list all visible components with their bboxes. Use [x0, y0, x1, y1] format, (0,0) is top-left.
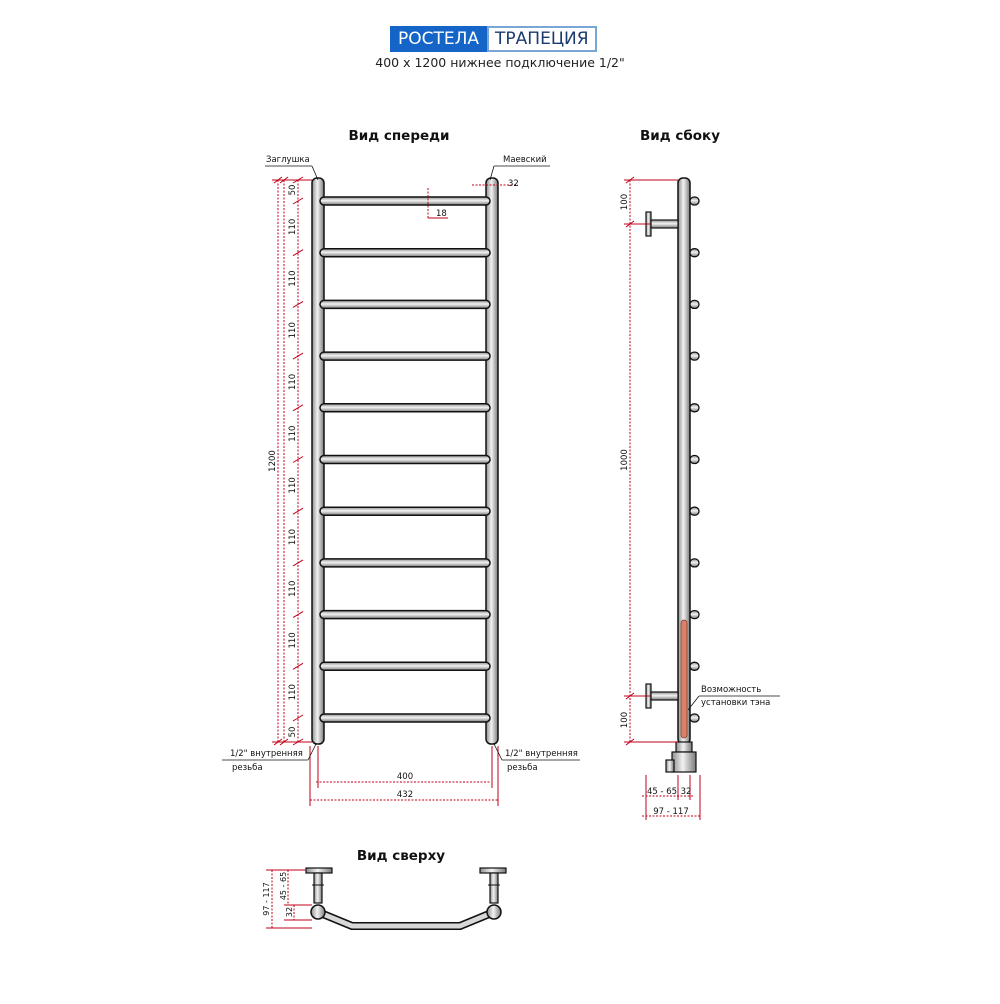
front-dimensions [272, 180, 518, 806]
dim-rung-pitch: 110 [288, 528, 298, 546]
dim-rung-pitch: 110 [288, 580, 298, 597]
rung-end [690, 404, 699, 412]
rung-end [690, 249, 699, 257]
rung-end [690, 507, 699, 515]
label-thread-right-1: 1/2" внутренняя [505, 749, 578, 759]
subtitle: 400 х 1200 нижнее подключение 1/2" [375, 55, 625, 70]
dim-rung-pitch: 110 [288, 684, 298, 701]
side-view [646, 178, 699, 772]
rung [320, 714, 490, 722]
rung [320, 559, 490, 567]
dim-wall-pipe: 32 [680, 787, 692, 797]
rung [320, 611, 490, 619]
front-view [312, 178, 498, 744]
rung-end [690, 714, 699, 722]
dim-mount-bottom: 100 [620, 711, 630, 729]
heater-element [681, 620, 687, 738]
rung-end [690, 352, 699, 360]
rung-end [690, 300, 699, 308]
dim-top-offset: 50 [288, 184, 298, 196]
rung [320, 352, 490, 360]
rungs [320, 197, 490, 722]
heater-callout [688, 685, 780, 710]
rung [320, 662, 490, 670]
rung-end [690, 662, 699, 670]
bottom-fitting [666, 742, 696, 772]
dim-bottom-offset: 50 [288, 726, 298, 738]
side-rung-ends [690, 197, 699, 722]
label-thread-left-2: резьба [232, 763, 263, 773]
top-dimension-labels [262, 872, 294, 917]
rung [320, 300, 490, 308]
rung-end [690, 456, 699, 464]
dim-rung-diameter: 18 [436, 209, 447, 219]
label-air-valve: Маевский [503, 155, 547, 165]
top-right-plate [480, 868, 506, 873]
rung [320, 197, 490, 205]
upper-bracket [646, 212, 678, 236]
dim-wall-gap: 45 - 65 [646, 787, 678, 797]
label-plug: Заглушка [266, 155, 310, 165]
rung-end [690, 611, 699, 619]
rung-end [690, 197, 699, 205]
dim-top-gap: 45 - 65 [279, 871, 288, 901]
dim-axis-width: 400 [396, 772, 414, 782]
label-heater-1: Возможность [701, 685, 762, 695]
header [390, 26, 597, 52]
rung-end [690, 559, 699, 567]
dim-mount-top: 100 [620, 193, 630, 211]
side-view-title: Вид сбоку [639, 128, 721, 144]
dim-total-width: 432 [396, 790, 414, 800]
top-right-pipe [487, 905, 501, 919]
top-left-stem [314, 873, 322, 903]
label-heater-2: установки тэна [701, 698, 771, 708]
label-thread-left-1: 1/2" внутренняя [230, 749, 303, 759]
dim-rung-pitch: 110 [288, 425, 298, 442]
rung [320, 507, 490, 515]
dim-depth: 97 - 117 [653, 807, 689, 817]
dim-top-pipe: 32 [285, 906, 294, 918]
pitch-labels [288, 219, 298, 701]
rung [320, 249, 490, 257]
dimension-tick [293, 353, 303, 359]
top-left-pipe [311, 905, 325, 919]
rung [320, 404, 490, 412]
brand-label: РОСТЕЛА [390, 26, 487, 52]
dim-rung-pitch: 110 [288, 218, 298, 235]
top-view [306, 868, 506, 926]
label-thread-right-2: резьба [507, 763, 538, 773]
lower-bracket [646, 684, 678, 708]
dim-rung-pitch: 110 [288, 477, 298, 494]
rung [320, 456, 490, 464]
top-right-stem [490, 873, 498, 903]
dim-rung-pitch: 110 [288, 322, 298, 339]
dim-rung-pitch: 110 [288, 373, 298, 391]
front-view-title: Вид спереди [348, 128, 450, 144]
model-label: ТРАПЕЦИЯ [487, 26, 597, 52]
top-left-plate [306, 868, 332, 873]
dim-rung-pitch: 110 [288, 270, 298, 287]
front-dimension-labels [268, 179, 519, 800]
dim-rung-pitch: 110 [288, 632, 298, 649]
dim-pipe-diameter: 32 [508, 179, 519, 189]
dim-mount-span: 1000 [620, 449, 630, 471]
dim-top-depth: 97 - 117 [262, 882, 271, 916]
top-view-title: Вид сверху [356, 848, 446, 864]
dim-total-height: 1200 [268, 450, 278, 472]
top-dimensions [266, 870, 312, 928]
